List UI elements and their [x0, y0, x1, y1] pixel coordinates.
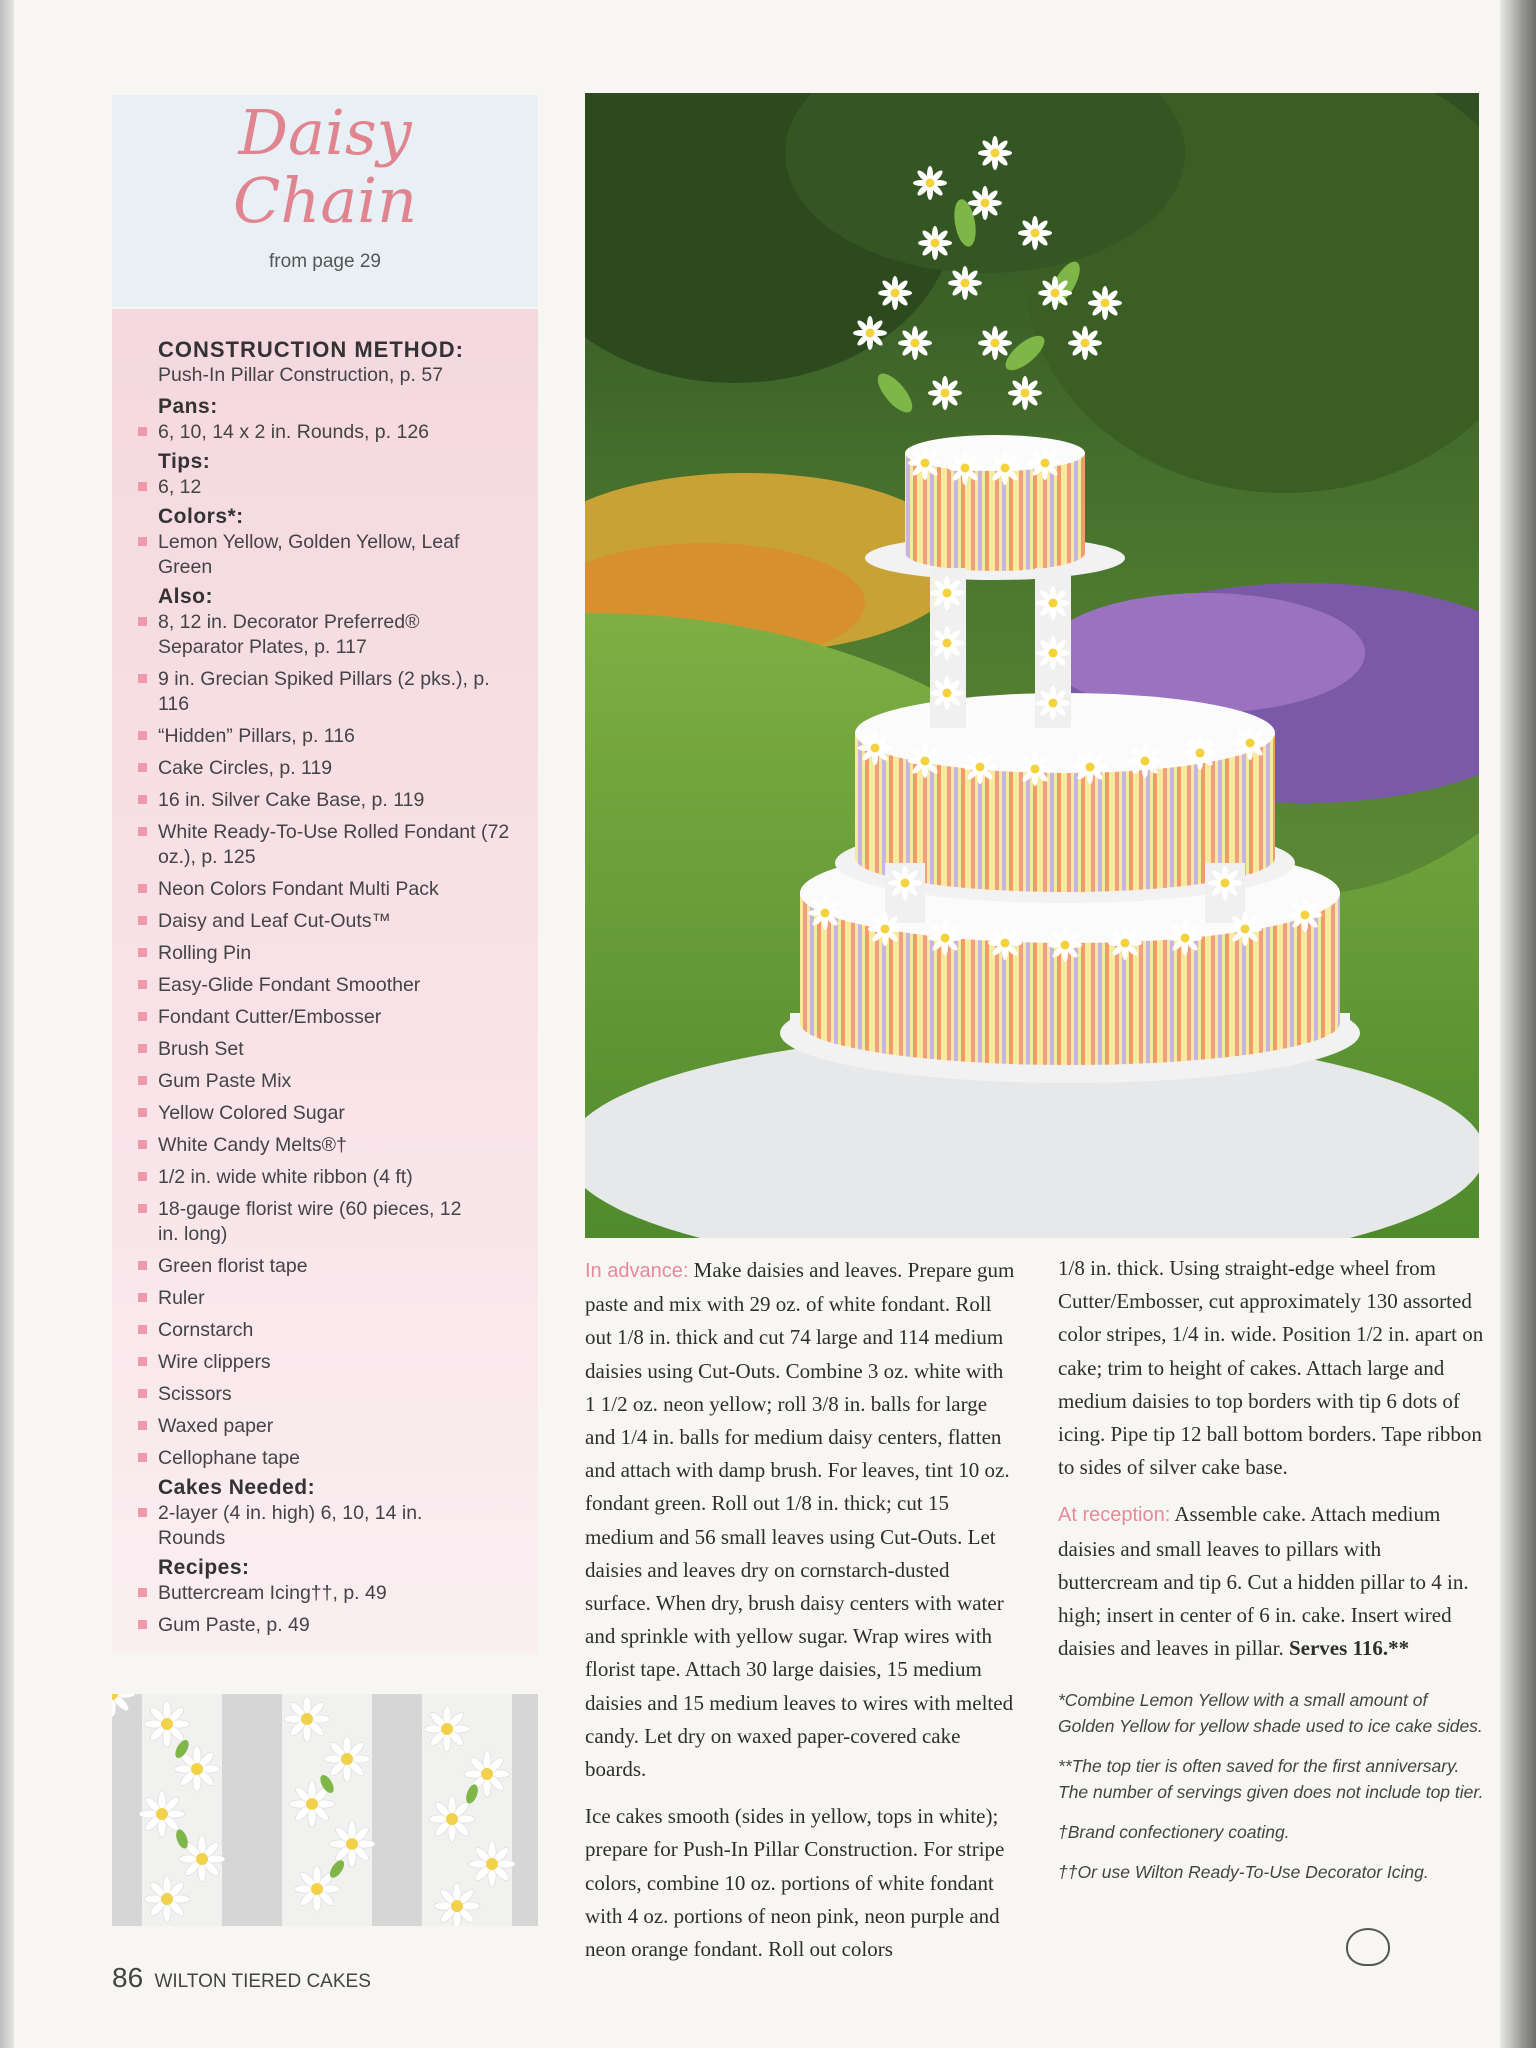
title-box [112, 95, 538, 307]
title-line-2: Chain [232, 164, 418, 237]
reception-label: At reception: [1058, 1504, 1171, 1527]
also-heading: Also: [158, 585, 213, 608]
stripes-paragraph: 1/8 in. thick. Using straight-edge wheel from Cutter/Embosser, cut approximately 130 assorted color stripes, 1/4 in. wide. Position 1/2 in. apart on cake; trim to height of cakes. Attach large and medium daisies to top borders with tip 6 dots of icing. Pipe tip 12 ball bottom borders. Tape ribbon to sides of silver cake base. [1058, 1256, 1484, 1480]
stamp-mark [1346, 1928, 1390, 1966]
tips-list [158, 475, 528, 500]
pans-list [158, 420, 528, 445]
footnotes [1058, 1687, 1484, 1885]
list-item: Wire clippers [158, 1350, 528, 1375]
list-item: 1/2 in. wide white ribbon (4 ft) [158, 1165, 528, 1190]
footnote: †Brand confectionery coating. [1058, 1822, 1290, 1843]
list-item: 16 in. Silver Cake Base, p. 119 [158, 788, 528, 813]
from-page-link: from page 29 [269, 251, 381, 272]
list-item: Gum Paste, p. 49 [158, 1613, 528, 1638]
list-item: Fondant Cutter/Embosser [158, 1005, 528, 1030]
list-item: 2-layer (4 in. high) 6, 10, 14 in. Rounds [158, 1501, 458, 1551]
footnote: **The top tier is often saved for the first anniversary. The number of servings given does not include top tier. [1058, 1756, 1484, 1803]
list-item: Neon Colors Fondant Multi Pack [158, 877, 528, 902]
list-item: Green florist tape [158, 1254, 528, 1279]
list-item: Cellophane tape [158, 1446, 528, 1471]
list-item: 18-gauge florist wire (60 pieces, 12 in. long) [158, 1197, 478, 1247]
page-footer [112, 1962, 371, 1994]
list-item: Rolling Pin [158, 941, 528, 966]
reception-paragraph [1058, 1498, 1484, 1665]
reception-text: Assemble cake. Attach medium daisies and small leaves to pillars with buttercream and tip 6. Cut a hidden pillar to 4 in. high; insert in center of 6 in. cake. Insert wired daisies and leaves in pillar. [1058, 1502, 1469, 1661]
main-cake-photo [585, 93, 1479, 1238]
advance-label: In advance: [585, 1260, 689, 1282]
instructions-column-1 [585, 1254, 1015, 1966]
page-gutter-left [0, 0, 14, 2048]
list-item: Cake Circles, p. 119 [158, 756, 528, 781]
list-item: Daisy and Leaf Cut-Outs™ [158, 909, 528, 934]
list-item: Scissors [158, 1382, 528, 1407]
list-item: Easy-Glide Fondant Smoother [158, 973, 528, 998]
list-item: 6, 10, 14 x 2 in. Rounds, p. 126 [158, 420, 528, 445]
serves-count: Serves 116.** [1288, 1636, 1410, 1661]
title-line-1: Daisy [238, 96, 412, 169]
supplies-list [158, 327, 528, 1645]
list-item: Yellow Colored Sugar [158, 1101, 528, 1126]
tips-heading: Tips: [158, 450, 211, 473]
list-item: Lemon Yellow, Golden Yellow, Leaf Green [158, 530, 478, 580]
footnote: ††Or use Wilton Ready-To-Use Decorator Icing. [1058, 1862, 1429, 1883]
pans-heading: Pans: [158, 395, 218, 418]
daisy-closeup-illustration [112, 1694, 538, 1926]
list-item: White Candy Melts®† [158, 1133, 528, 1158]
page-number: 86 [112, 1962, 144, 1993]
list-item: Waxed paper [158, 1414, 528, 1439]
page-gutter-right [1500, 0, 1536, 2048]
list-item: 6, 12 [158, 475, 528, 500]
construction-value: Push-In Pillar Construction, p. 57 [158, 364, 444, 386]
footnote: *Combine Lemon Yellow with a small amount of Golden Yellow for yellow shade used to ice cake sides. [1058, 1690, 1483, 1737]
list-item: Buttercream Icing††, p. 49 [158, 1581, 528, 1606]
instructions-column-2 [1058, 1252, 1484, 1899]
recipes-heading: Recipes: [158, 1556, 250, 1579]
recipes-list [158, 1581, 528, 1638]
colors-heading: Colors*: [158, 505, 244, 528]
list-item: Gum Paste Mix [158, 1069, 528, 1094]
list-item: Brush Set [158, 1037, 528, 1062]
also-list [158, 610, 528, 1471]
book-title: WILTON TIERED CAKES [154, 1971, 371, 1992]
ice-paragraph: Ice cakes smooth (sides in yellow, tops in white); prepare for Push-In Pillar Construction. For stripe colors, combine 10 oz. portions of white fondant with 4 oz. portions of neon pink, neon purple and neon orange fondant. Roll out colors [585, 1804, 1005, 1962]
list-item: Ruler [158, 1286, 528, 1311]
construction-heading: CONSTRUCTION METHOD: [158, 337, 464, 362]
list-item: “Hidden” Pillars, p. 116 [158, 724, 528, 749]
detail-photo [112, 1694, 538, 1926]
list-item: Cornstarch [158, 1318, 528, 1343]
list-item: White Ready-To-Use Rolled Fondant (72 oz.), p. 125 [158, 820, 518, 870]
cakes-needed-heading: Cakes Needed: [158, 1476, 316, 1499]
tiered-cake-illustration [585, 93, 1479, 1238]
list-item: 8, 12 in. Decorator Preferred® Separator Plates, p. 117 [158, 610, 458, 660]
cakes-needed-list [158, 1501, 528, 1551]
list-item: 9 in. Grecian Spiked Pillars (2 pks.), p. 116 [158, 667, 508, 717]
advance-text: Make daisies and leaves. Prepare gum paste and mix with 29 oz. of white fondant. Roll out 1/8 in. thick and cut 74 large and 114 medium daisies using Cut-Outs. Combine 3 oz. white with 1 1/2 oz. neon yellow; roll 3/8 in. balls for large and 1/4 in. balls for medium daisy centers, flatten and attach with damp brush. For leaves, tint 10 oz. fondant green. Roll out 1/8 in. thick; cut 15 medium and 56 small leaves using Cut-Outs. Let daisies and leaves dry on cornstarch-dusted surface. When dry, brush daisy centers with water and sprinkle with yellow sugar. Wrap wires with florist tape. Attach 30 large daisies, 15 medium daisies and 15 medium leaves to wires with melted candy. Let dry on waxed paper-covered cake boards. [585, 1258, 1015, 1782]
colors-list [158, 530, 528, 580]
advance-paragraph [585, 1254, 1015, 1786]
supplies-panel [112, 309, 538, 1653]
